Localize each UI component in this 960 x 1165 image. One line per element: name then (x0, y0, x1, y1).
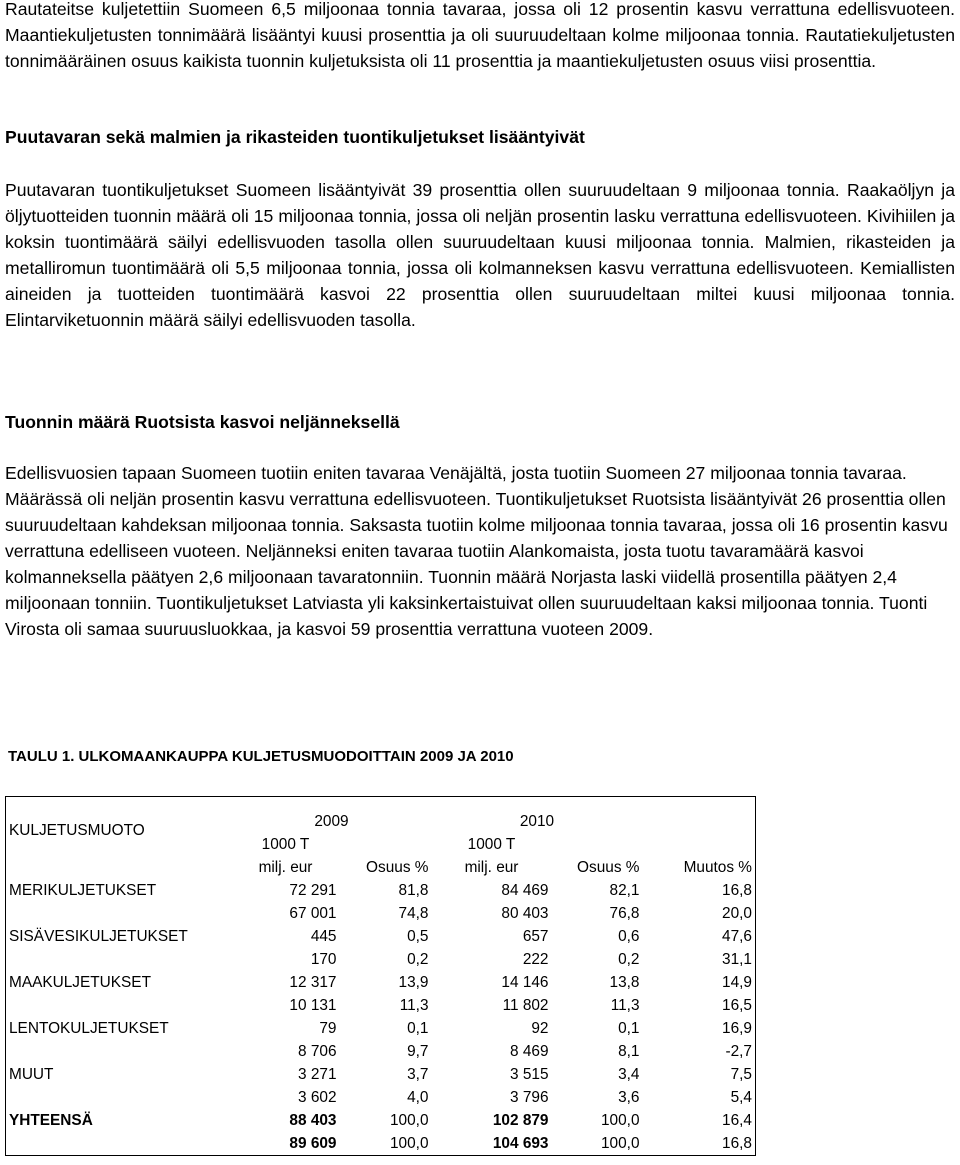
cell-share-2009: 0,2 (407, 951, 429, 968)
sentence: Puutavaran tuontikuljetukset Suomeen lisääntyivät 39 prosenttia ollen suuruudeltaan 9 miljoonaa tonnia. (5, 180, 840, 200)
cell-value-2009: 89 609 (289, 1135, 337, 1152)
sentence: Saksasta tuotiin kolme miljoonaa tonnia tavaraa, jossa oli 16 prosentin kasvu verrattuna edelliseen vuoteen. (5, 515, 948, 561)
paragraph-import-countries (5, 460, 955, 642)
row-label (6, 1132, 232, 1156)
cell-value-2009: 72 291 (289, 882, 337, 899)
cell-share-2009: 81,8 (398, 882, 429, 899)
table-row (6, 902, 756, 925)
cell-share-2009: 0,1 (407, 1020, 429, 1037)
sentence: Kemiallisten aineiden ja tuotteiden tuontimäärä kasvoi 22 prosenttia ollen suuruudeltaan miltei kuusi miljoonaa tonnia. (5, 258, 955, 304)
cell-value-2010: 104 693 (492, 1135, 549, 1152)
section-heading-sweden-imports: Tuonnin määrä Ruotsista kasvoi neljänneksellä (5, 412, 400, 432)
cell-change: 14,9 (722, 974, 752, 991)
cell-share-2010: 8,1 (618, 1043, 640, 1060)
cell-share-2010: 11,3 (610, 997, 640, 1014)
cell-value-2009: 445 (310, 928, 337, 945)
table-row (6, 1017, 756, 1040)
cell-value-2009: 88 403 (289, 1112, 337, 1129)
cell-share-2009: 0,5 (407, 928, 429, 945)
cell-change: 16,5 (722, 997, 752, 1014)
header-blank (643, 833, 756, 856)
sentence: Tuontikuljetukset Latviasta yli kaksinkertaistuivat ollen suuruudeltaan kaksi miljoonaa tonnia. (156, 593, 875, 613)
cell-value-2009: 170 (310, 951, 337, 968)
cell-change: 16,4 (722, 1112, 752, 1129)
cell-value-2009: 12 317 (289, 974, 337, 991)
sentence: Malmien, rikasteiden ja metalliromun tuontimäärä oli 5,5 miljoonaa tonnia, jossa oli kolmanneksen kasvu verrattuna edellisvuoteen. (5, 232, 955, 278)
cell-value-2009: 79 (319, 1020, 337, 1037)
cell-change: 16,9 (722, 1020, 752, 1037)
table-row (6, 879, 756, 902)
cell-change: 16,8 (722, 882, 752, 899)
cell-value-2010: 92 (531, 1020, 549, 1037)
row-label (6, 902, 232, 925)
sentence: Edellisvuosien tapaan Suomeen tuotiin eniten tavaraa Venäjältä, josta tuotiin Suomeen 27 miljoonaa tonnia tavaraa. (5, 463, 907, 483)
cell-share-2010: 13,8 (609, 974, 640, 991)
sentence: Neljänneksi eniten tavaraa tuotiin Alankomaista, josta tuotu tavaramäärä kasvoi kolmanneksella päätyen 2,6 miljoonaan tavaratonniin. (5, 541, 864, 587)
table-caption: TAULU 1. ULKOMAANKAUPPA KULJETUSMUODOITTAIN 2009 JA 2010 (8, 748, 514, 765)
paragraph-import-goods (5, 177, 955, 333)
cell-share-2009: 100,0 (389, 1135, 429, 1152)
cell-change: 5,4 (730, 1089, 752, 1106)
header-kuljetusmuoto: KULJETUSMUOTO (9, 822, 145, 839)
cell-change: 16,8 (722, 1135, 752, 1152)
header-blank (6, 856, 232, 879)
cell-share-2009: 74,8 (398, 905, 429, 922)
header-year-2009: 2009 (314, 813, 349, 830)
sentence: Tuonnin määrä Norjasta laski viidellä prosentilla päätyen 2,4 miljoonaan tonniin. (5, 567, 897, 613)
cell-change: 47,6 (722, 928, 752, 945)
sentence: Rautateitse kuljetettiin Suomeen 6,5 miljoonaa tonnia tavaraa, jossa oli 12 prosentin kasvu verrattuna edellisvuoteen. (5, 0, 955, 19)
cell-change: 20,0 (722, 905, 752, 922)
header-blank (340, 833, 432, 856)
table-row (6, 1086, 756, 1109)
row-label (6, 994, 232, 1017)
sentence: Raakaöljyn ja öljytuotteiden tuonnin määrä oli 15 miljoonaa tonnia, jossa oli neljän prosentin lasku verrattuna edellisvuoteen. (5, 180, 955, 226)
cell-share-2010: 76,8 (609, 905, 640, 922)
table-row (6, 1132, 756, 1156)
cell-share-2009: 4,0 (407, 1089, 429, 1106)
cell-value-2009: 3 602 (297, 1089, 337, 1106)
table-row (6, 1109, 756, 1132)
header-unit-2009: 1000 T (261, 836, 310, 853)
cell-value-2009: 10 131 (289, 997, 337, 1014)
cell-value-2009: 8 706 (297, 1043, 337, 1060)
row-label (6, 1040, 232, 1063)
header-currency-2010: milj. eur (464, 859, 519, 876)
header-share-2010: Osuus % (577, 859, 640, 876)
header-share-2009: Osuus % (366, 859, 429, 876)
row-label: MAAKULJETUKSET (9, 974, 151, 991)
table-row (6, 1040, 756, 1063)
row-label (6, 948, 232, 971)
cell-value-2010: 80 403 (501, 905, 549, 922)
cell-value-2010: 657 (522, 928, 549, 945)
cell-value-2010: 8 469 (509, 1043, 549, 1060)
table-row (6, 1063, 756, 1086)
cell-value-2010: 222 (522, 951, 549, 968)
sentence: Maantiekuljetusten tonnimäärä lisääntyi kuusi prosenttia ja oli suuruudeltaan kolme miljoonaa tonnia. (5, 25, 800, 45)
cell-share-2010: 100,0 (600, 1135, 640, 1152)
header-unit-2010: 1000 T (467, 836, 516, 853)
row-label: LENTOKULJETUKSET (9, 1020, 169, 1037)
cell-share-2010: 3,4 (618, 1066, 640, 1083)
sentence: Kivihiilen ja koksin tuontimäärä säilyi edellisvuoden tasolla ollen suuruudeltaan kuusi miljoonaa tonnia. (5, 206, 956, 252)
cell-share-2009: 11,3 (399, 997, 429, 1014)
sentence: Määrässä oli neljän prosentin kasvu verrattuna edellisvuoteen. (5, 489, 492, 509)
cell-value-2010: 84 469 (501, 882, 549, 899)
cell-value-2010: 14 146 (501, 974, 549, 991)
sentence: Tuonti Virosta oli samaa suuruusluokkaa, ja kasvoi 59 prosenttia verrattuna vuoteen 2009. (5, 593, 928, 639)
table-row (6, 971, 756, 994)
row-label: MUUT (9, 1066, 54, 1083)
row-label: YHTEENSÄ (9, 1112, 93, 1129)
table-header-units-2 (6, 856, 756, 879)
header-blank (552, 833, 643, 856)
transport-mode-table (5, 796, 756, 1156)
cell-share-2010: 82,1 (609, 882, 640, 899)
cell-share-2009: 100,0 (389, 1112, 429, 1129)
sentence: Elintarviketuonnin määrä säilyi edellisvuoden tasolla. (5, 310, 416, 330)
header-currency-2009: milj. eur (258, 859, 313, 876)
cell-value-2009: 3 271 (297, 1066, 337, 1083)
cell-value-2010: 3 515 (509, 1066, 549, 1083)
cell-share-2010: 100,0 (600, 1112, 640, 1129)
cell-share-2010: 0,1 (618, 1020, 640, 1037)
cell-value-2010: 102 879 (492, 1112, 549, 1129)
cell-change: 31,1 (722, 951, 752, 968)
cell-change: -2,7 (725, 1043, 752, 1060)
cell-value-2010: 3 796 (509, 1089, 549, 1106)
table-row (6, 925, 756, 948)
cell-share-2010: 0,2 (618, 951, 640, 968)
cell-share-2009: 3,7 (407, 1066, 429, 1083)
header-change: Muutos % (683, 859, 752, 876)
cell-share-2010: 0,6 (618, 928, 640, 945)
cell-share-2009: 13,9 (398, 974, 429, 991)
sentence: Rautatiekuljetusten tonnimääräinen osuus kaikista tuonnin kuljetuksista oli 11 prosenttia ja maantiekuljetusten osuus viisi prosenttia. (5, 25, 955, 71)
section-heading-timber-ores: Puutavaran sekä malmien ja rikasteiden tuontikuljetukset lisääntyivät (5, 127, 585, 147)
sentence: Tuontikuljetukset Ruotsista lisääntyivät 26 prosenttia ollen suuruudeltaan kahdeksan miljoonaa tonnia. (5, 489, 946, 535)
cell-share-2009: 9,7 (407, 1043, 429, 1060)
table-row (6, 948, 756, 971)
cell-change: 7,5 (730, 1066, 752, 1083)
header-blank (643, 797, 756, 834)
row-label (6, 1086, 232, 1109)
header-year-2010: 2010 (519, 813, 555, 830)
paragraph-rail-road-transport (5, 0, 955, 74)
table-header-units-1 (6, 833, 756, 856)
row-label: MERIKULJETUKSET (9, 882, 157, 899)
cell-share-2010: 3,6 (618, 1089, 640, 1106)
cell-value-2010: 11 802 (502, 997, 549, 1014)
cell-value-2009: 67 001 (289, 905, 337, 922)
table-row (6, 994, 756, 1017)
row-label: SISÄVESIKULJETUKSET (9, 928, 188, 945)
